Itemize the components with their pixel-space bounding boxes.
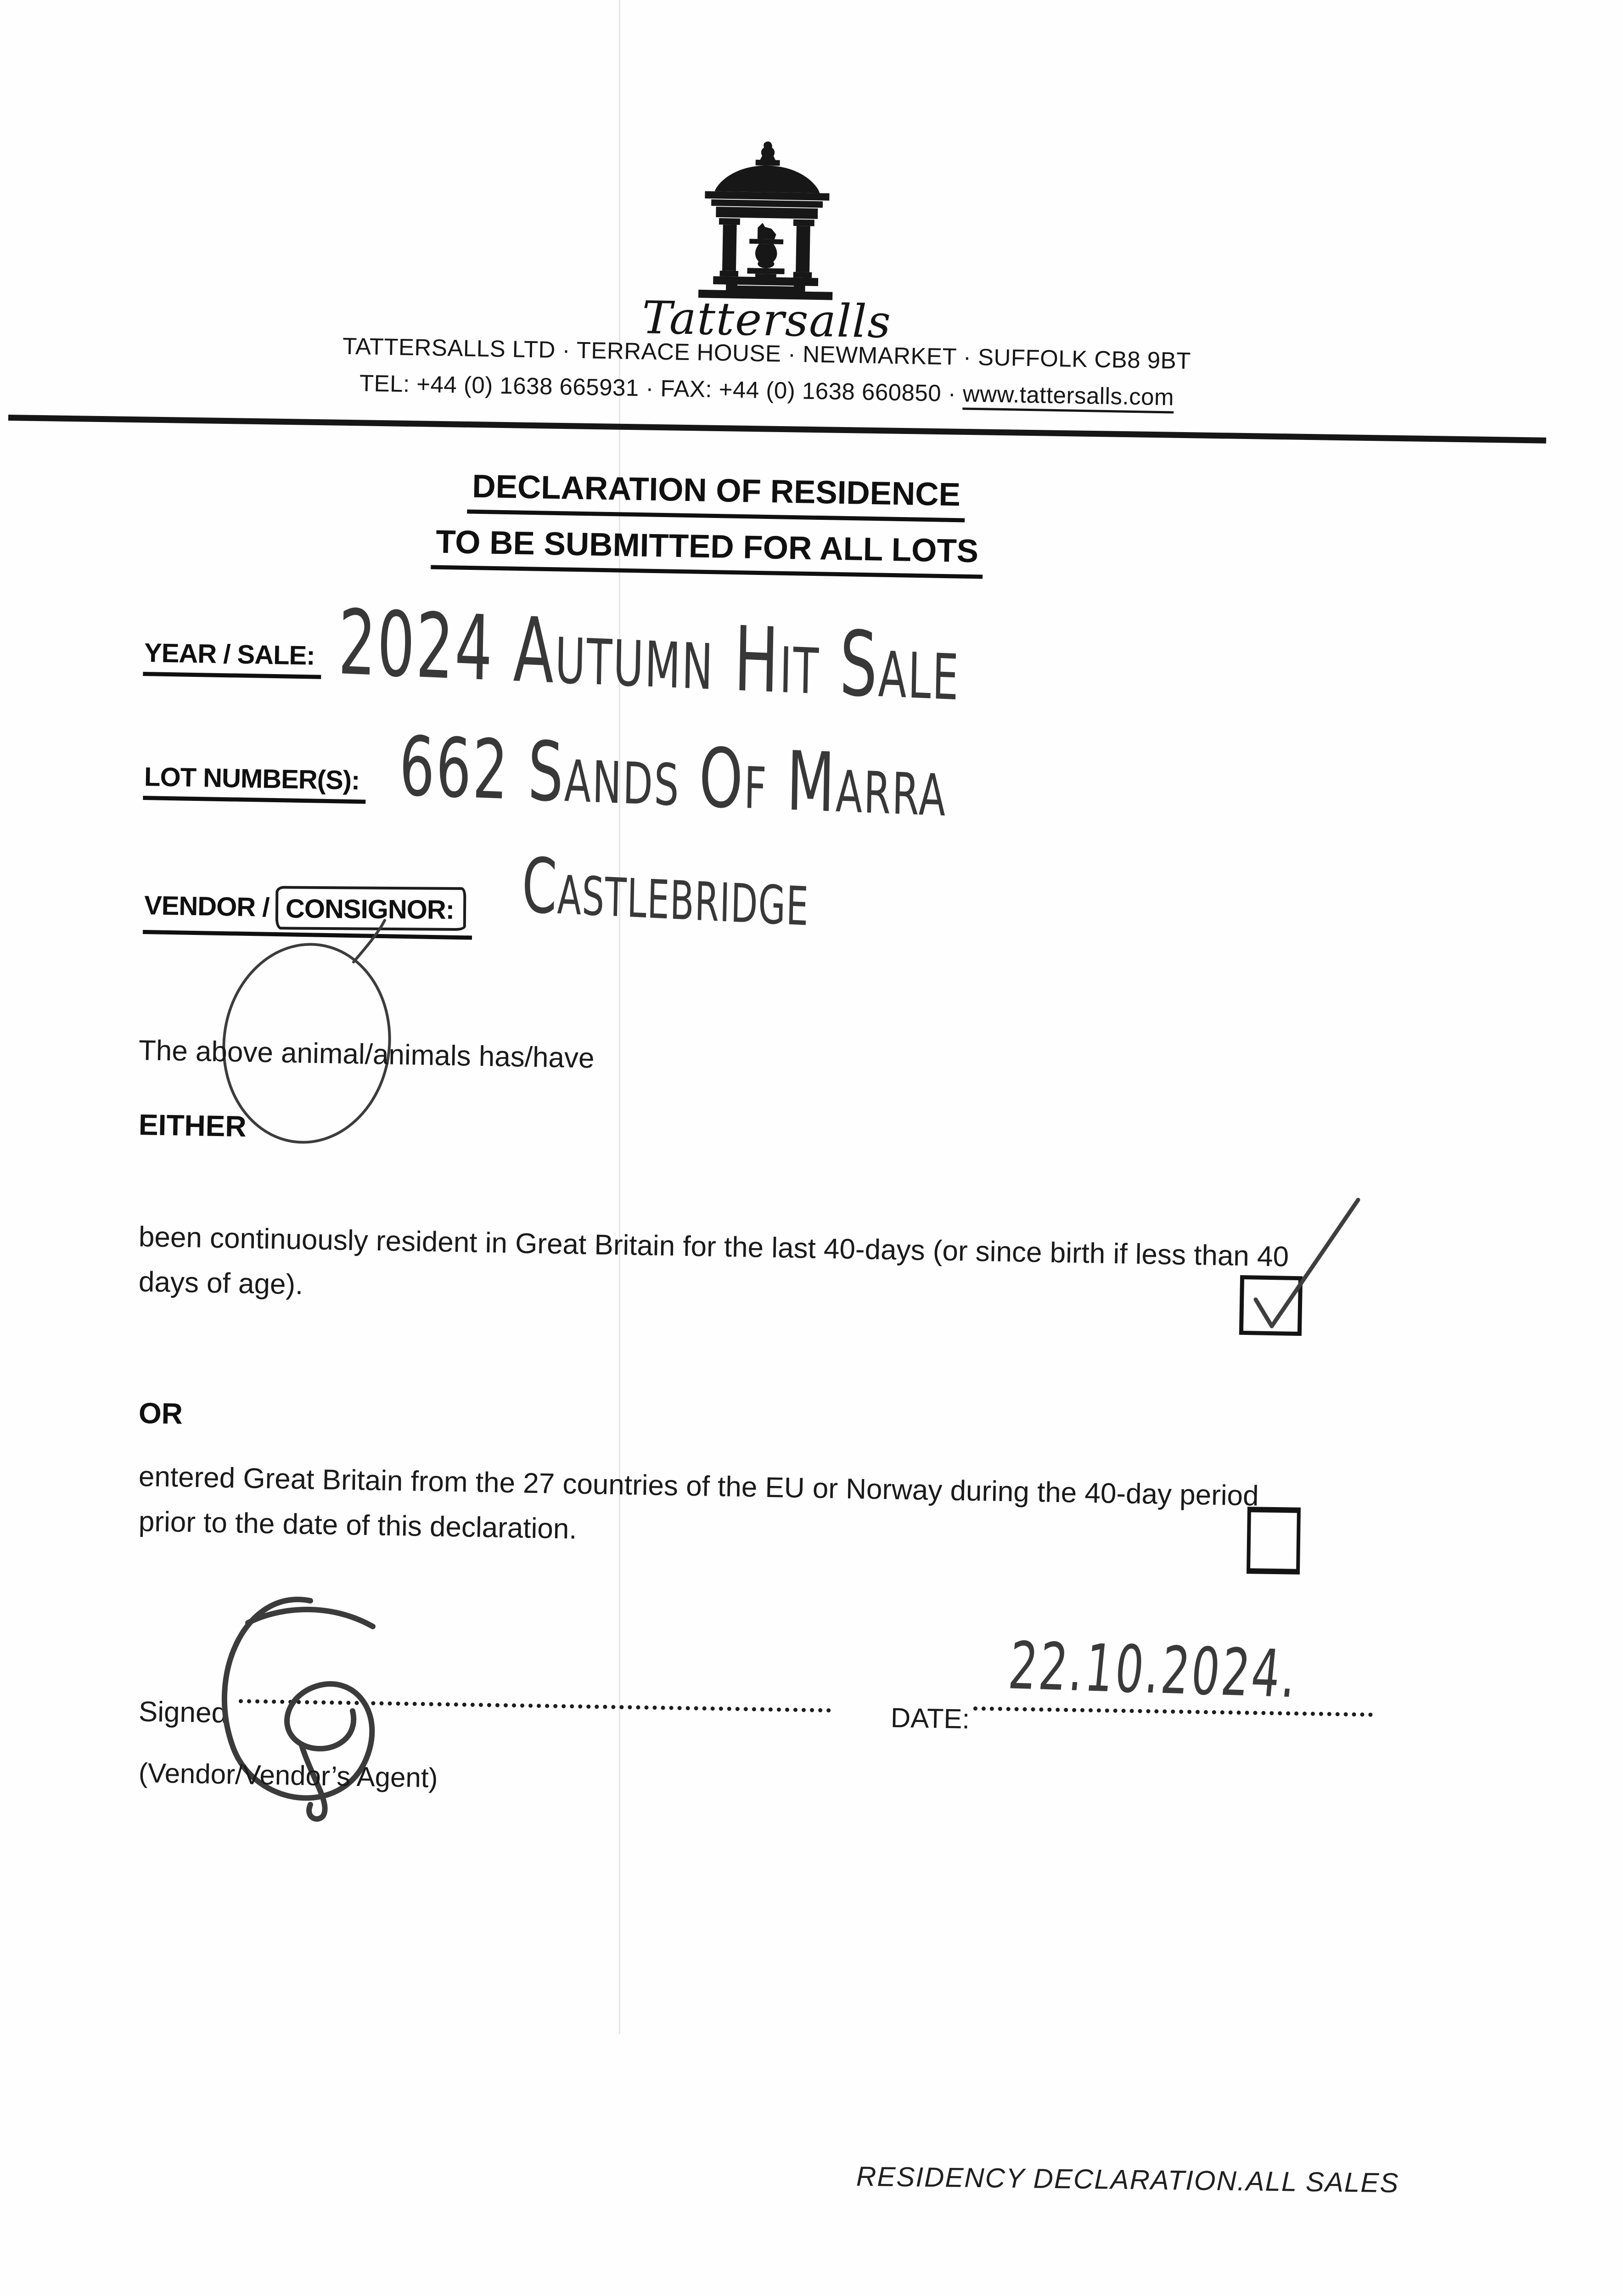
vendor-value-handwritten: Castlebridge [521,841,810,943]
vendor-agent-caption: (Vendor/Vendor’s Agent) [138,1757,438,1794]
address-line: TATTERSALLS LTD · TERRACE HOUSE · NEWMARKET · SUFFOLK CB8 9BT [342,332,1191,374]
vendor-consignor-label [143,883,473,940]
checkbox-option1[interactable] [1240,1276,1302,1335]
option2-text-line2: prior to the date of this declaration. [138,1506,578,1545]
tick-mark-icon [1235,1175,1382,1340]
vendor-label-prefix: VENDOR / [144,890,270,923]
page-title-line2: TO BE SUBMITTED FOR ALL LOTS [0,515,1474,587]
or-label: OR [138,1396,183,1430]
lot-numbers-label: LOT NUMBER(S): [143,761,366,804]
either-label: EITHER [138,1108,247,1143]
contact-prefix: TEL: +44 (0) 1638 665931 · FAX: +44 (0) 1638 660850 · [359,370,963,407]
checkbox-option2[interactable] [1247,1507,1300,1574]
page-title-line1: DECLARATION OF RESIDENCE [0,459,1483,531]
consignor-hand-drawn-box: CONSIGNOR: [275,886,466,931]
signed-label: Signed [138,1696,228,1729]
website-link: www.tattersalls.com [962,380,1174,413]
tattersalls-logo-icon [696,139,837,300]
year-sale-label: YEAR / SALE: [143,637,321,679]
intro-sentence: The above animal/animals has/have [138,1035,595,1075]
header-divider-rule [8,415,1546,444]
option1-text-line2: days of age). [138,1266,303,1301]
option2-text-line1: entered Great Britain from the 27 countries of the EU or Norway during the 40-day period [138,1461,1259,1512]
lot-numbers-value-handwritten: 662 Sands Of Marra [399,719,948,835]
date-label: DATE: [890,1702,970,1735]
date-value-handwritten: 22.10.2024. [1005,1628,1302,1713]
option1-text-line1: been continuously resident in Great Britain for the last 40-days (or since birth if less than 40 [138,1221,1289,1273]
footer-document-type: RESIDENCY DECLARATION.ALL SALES [856,2161,1399,2199]
brand-name: Tattersalls [641,292,892,349]
year-sale-value-handwritten: 2024 Autumn Hit Sale [337,590,961,721]
